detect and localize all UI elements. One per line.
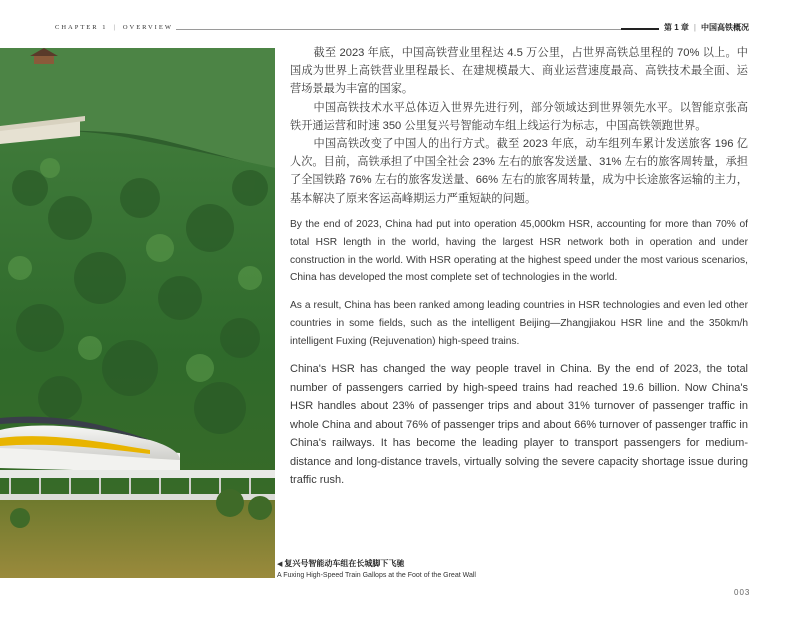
- caption-pointer-icon: ◀: [277, 561, 283, 568]
- zh-paragraph: 中国高铁技术水平总体迈入世界先进行列，部分领域达到世界领先水平。以智能京张高铁开通运营和时速 350 公里复兴号智能动车组上线运行为标志，中国高铁领跑世界。: [290, 101, 748, 132]
- page-header: [0, 0, 790, 40]
- chapter-section: OVERVIEW: [122, 24, 173, 31]
- chapter-name-zh: 中国高铁概况: [700, 23, 749, 32]
- chinese-text-block: [290, 44, 748, 208]
- chapter-number-zh: 第 1 章: [664, 23, 689, 32]
- zh-paragraph: 截至 2023 年底，中国高铁营业里程达 4.5 万公里，占世界高铁总里程的 70% 以上。中国成为世界上高铁营业里程最长、在建规模最大、商业运营速度最高、高铁技术最全面、运营场景最为丰富的国家。: [290, 47, 748, 96]
- header-rule-accent: [621, 28, 659, 30]
- caption-zh: 复兴号智能动车组在长城脚下飞驰: [284, 559, 405, 568]
- chapter-number: CHAPTER 1: [55, 24, 108, 31]
- caption-en: A Fuxing High-Speed Train Gallops at the Foot of the Great Wall: [277, 572, 476, 579]
- page-number: 003: [734, 588, 751, 597]
- great-wall-train-photo: [0, 48, 275, 578]
- photo-caption: [277, 558, 476, 579]
- chapter-label: CHAPTER 1 | OVERVIEW: [55, 24, 173, 31]
- chapter-title-zh: 第 1 章 | 中国高铁概况: [664, 23, 749, 32]
- header-rule: [176, 29, 621, 30]
- en-paragraph: As a result, China has been ranked among leading countries in HSR technologies and even led other countries in some fields, such as the intelligent Beijing—Zhangjiakou HSR line and the 350km/h intelligent Fuxing (Rejuvenation) high-speed trains.: [290, 300, 748, 347]
- zh-paragraph: 中国高铁改变了中国人的出行方式。截至 2023 年底，动车组列车累计发送旅客 196 亿人次。目前，高铁承担了中国全社会 23% 左右的旅客发送量、31% 左右的旅客周转量，承担了全国铁路 76% 左右的旅客发送量、66% 左右的旅客周转量，成为中长途旅客运输的主力，基本解决了原来客运高峰期运力严重短缺的问题。: [290, 138, 748, 205]
- en-paragraph: China's HSR has changed the way people travel in China. By the end of 2023, the total number of passengers carried by high-speed trains had reached 19.6 billion. Now China's HSR handles about 23% of passenger trips and about 31% turnover of passenger traffic in whole China and about 76% of passenger trips and about 66% turnover of passenger traffic in China's railways. It has become the leading player to transport passengers for medium-distance and long-distance travels, virtually solving the severe capacity shortage issue during traffic rush.: [290, 363, 748, 486]
- en-paragraph: By the end of 2023, China had put into operation 45,000km HSR, accounting for more than 70% of total HSR length in the world, having the largest HSR network both in operation and under construction in the world. With HSR operating at the highest speed under the most various scenarios, China has developed the most complete set of technologies in the world.: [290, 219, 748, 284]
